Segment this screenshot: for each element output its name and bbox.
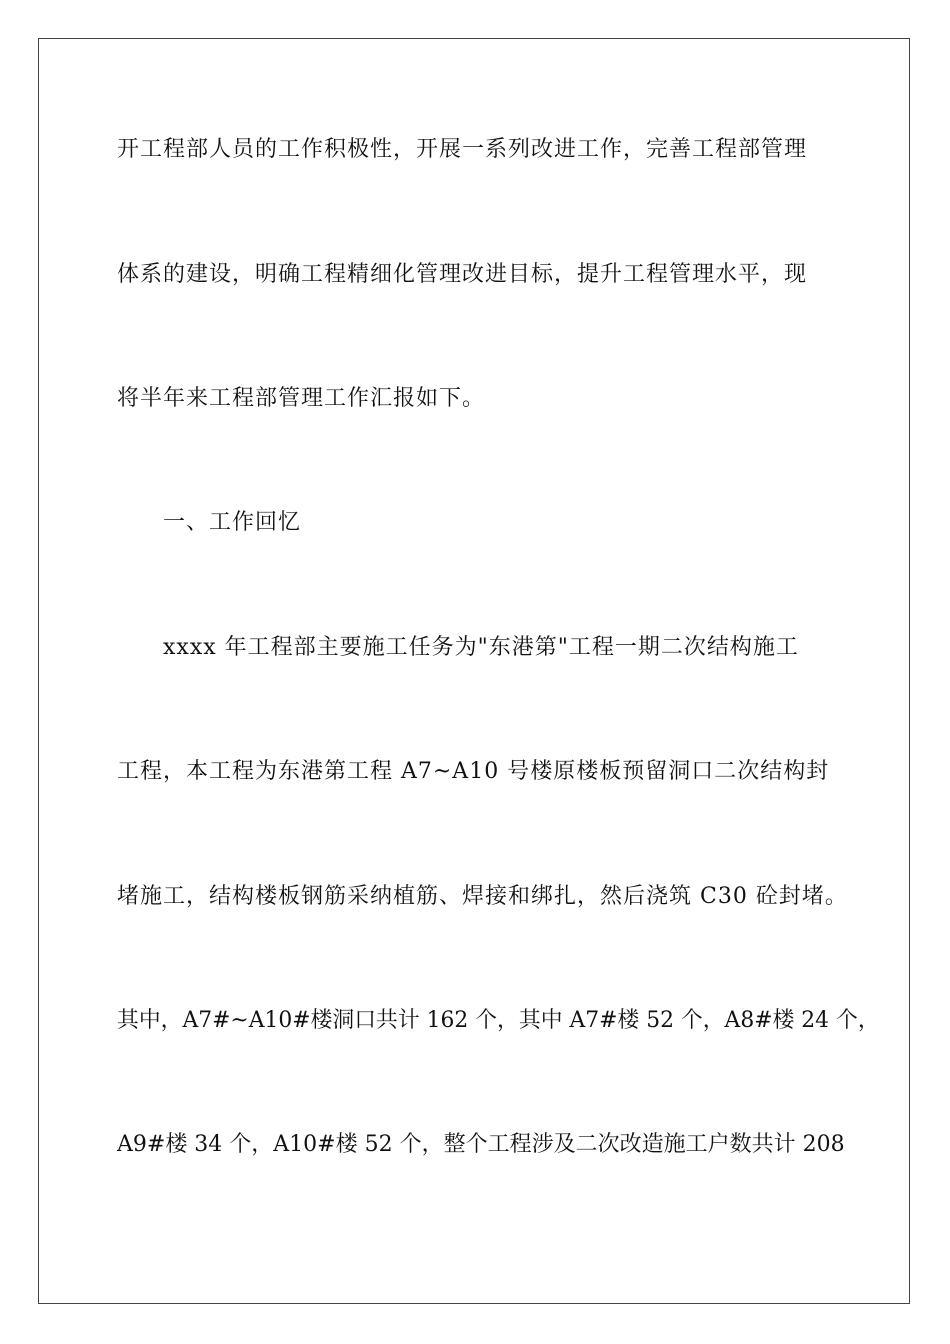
body-text-line-1: 开工程部人员的工作积极性，开展一系列改进工作，完善工程部管理 (117, 137, 808, 162)
body-text-line-9: A9#楼 34 个，A10#楼 52 个，整个工程涉及二次改造施工户数共计 208 (117, 1132, 845, 1157)
section-heading: 一、工作回忆 (163, 510, 302, 535)
page-border (38, 38, 910, 1304)
body-text-line-6: 工程，本工程为东港第工程 A7~A10 号楼原楼板预留洞口二次结构封 (117, 759, 830, 784)
body-text-line-2: 体系的建设，明确工程精细化管理改进目标，提升工程管理水平，现 (117, 262, 808, 287)
body-text-line-8: 其中，A7#~A10#楼洞口共计 162 个，其中 A7#楼 52 个，A8#楼 24 个， (117, 1008, 880, 1033)
body-text-line-5: xxxx 年工程部主要施工任务为"东港第"工程一期二次结构施工 (163, 635, 799, 660)
body-text-line-7: 堵施工，结构楼板钢筋采纳植筋、焊接和绑扎，然后浇筑 C30 砼封堵。 (117, 884, 848, 909)
body-text-line-3: 将半年来工程部管理工作汇报如下。 (117, 386, 486, 411)
